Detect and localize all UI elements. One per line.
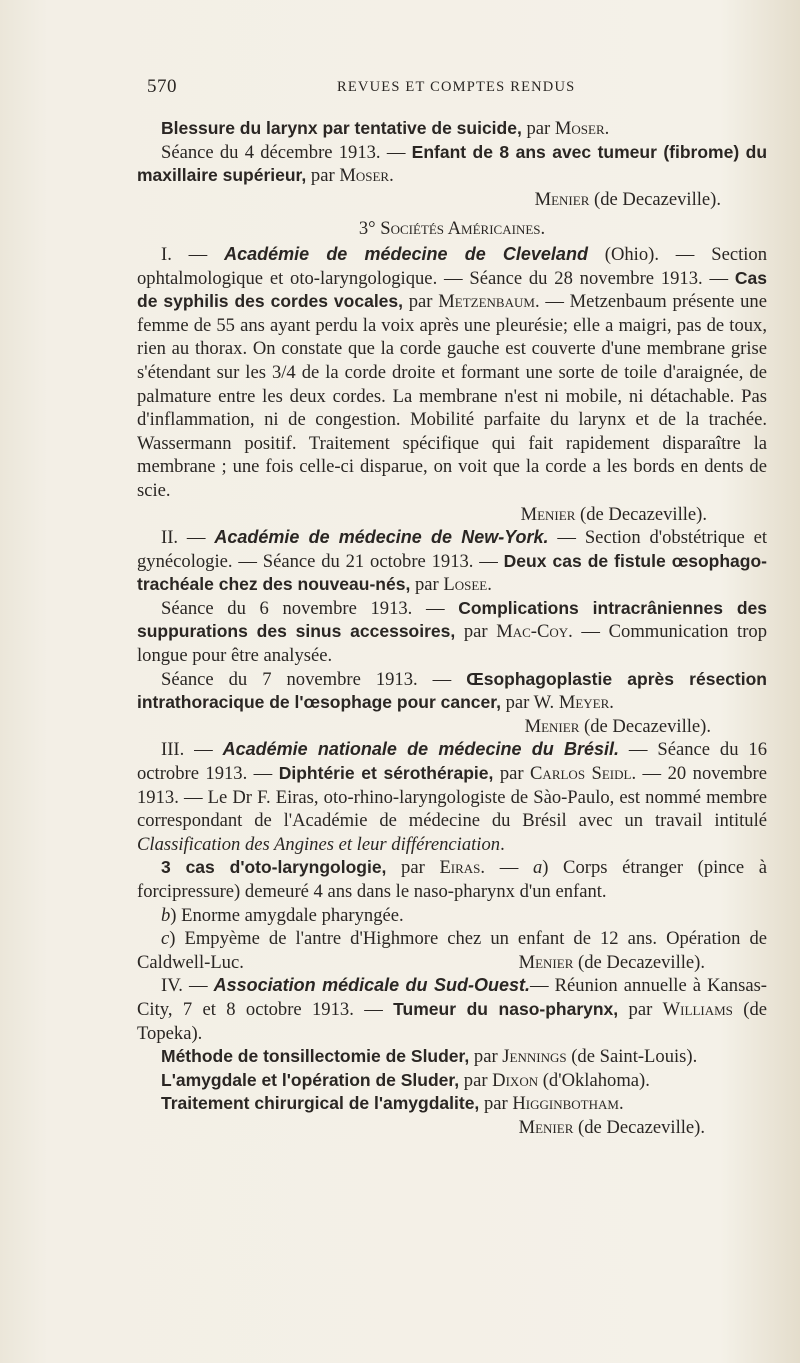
text: . (609, 692, 614, 714)
author: Eiras (439, 857, 481, 879)
author: Meyer (558, 692, 610, 714)
list-letter: c (161, 928, 170, 950)
entry-title: Deux cas de fistule œsophago-trachéale chez des nouveau-nés, (137, 550, 767, 595)
entry-oto-laryngologie (137, 856, 767, 903)
entry-title: Cas de syphilis des cordes vocales, (137, 267, 767, 312)
signature-name: Menier (520, 503, 576, 525)
entry-blessure-larynx (137, 117, 767, 141)
session-date: Séance du 6 novembre 1913. — (161, 597, 459, 619)
author: Williams (662, 998, 733, 1020)
text: . (500, 833, 505, 855)
entry-title: 3 cas d'oto-laryngologie, (161, 857, 387, 878)
text: par W. (500, 692, 559, 714)
entry-title: Complications intracrâniennes des suppurations des sinus accessoires, (137, 597, 767, 642)
text: (Ohio). — Section ophtalmologique et oto-laryngologique. — Séance du 28 novembre 1913. — (137, 243, 767, 289)
entry-cleveland (137, 243, 767, 503)
signature-place: (de Decazeville). (575, 503, 707, 525)
work-title: Classification des Angines et leur différenciation (137, 833, 501, 855)
text: . — 20 novembre 1913. — Le Dr F. Eiras, oto-rhino-laryngologiste de Sào-Paulo, est nommé membre correspondant de l'Académie de médecine du Brésil avec un travail intitulé (137, 763, 767, 832)
author: Losee (443, 574, 488, 596)
section-number: II. — (161, 527, 215, 549)
entry-amygdale-sluder (137, 1069, 767, 1093)
entry-bresil (137, 738, 767, 856)
entry-title: L'amygdale et l'opération de Sluder, (161, 1069, 460, 1090)
text: — Séance du 16 octrobre 1913. — (137, 739, 767, 785)
text: par (521, 118, 555, 139)
author: Jennings (502, 1046, 567, 1068)
signature (137, 503, 767, 527)
text: . (618, 1093, 624, 1115)
page-number: 570 (147, 76, 177, 97)
text: par (469, 1046, 503, 1068)
text: — Section d'obstétrique et gynécologie. — Séance du 21 octobre 1913. — (137, 527, 767, 572)
institution: Association médicale du Sud-Ouest. (213, 975, 530, 996)
section-number: I. — (161, 243, 225, 265)
signature (137, 715, 767, 739)
text: (d'Oklahoma). (538, 1069, 650, 1091)
running-title: REVUES ET COMPTES RENDUS (337, 79, 576, 95)
entry-new-york (137, 526, 767, 597)
text: par (479, 1093, 513, 1115)
text: par (386, 857, 440, 879)
institution: Académie nationale de médecine du Brésil. (222, 739, 619, 760)
session-date: Séance du 4 décembre 1913. — (161, 141, 412, 163)
text: . (604, 118, 610, 139)
author: Moser (339, 165, 390, 187)
section-heading: 3° Sociétés Américaines. (358, 218, 546, 240)
section-number: III. — (161, 739, 223, 761)
article-body (137, 117, 767, 1140)
institution: Académie de médecine de New-York. (214, 527, 549, 548)
text: . — (480, 857, 533, 879)
signature-name: Menier (534, 188, 590, 210)
text: . (389, 165, 394, 187)
signature-place: (de Decazeville). (589, 188, 721, 210)
signature-place: (de Decazeville). (573, 1116, 705, 1138)
author: Moser (554, 118, 605, 139)
section-number: IV. — (161, 975, 214, 997)
author: Mac-Coy (496, 621, 569, 643)
text: . (487, 574, 492, 596)
text: ) Corps étranger (pince à forcipressure) demeuré 4 ans dans le naso-pharynx d'un enfant. (137, 857, 767, 902)
signature (137, 188, 767, 212)
entry-title: Traitement chirurgical de l'amygdalite, (161, 1093, 480, 1114)
signature (137, 1116, 767, 1140)
text: par (306, 165, 340, 187)
author: Carlos Seidl (530, 763, 632, 785)
entry-amygdalite (137, 1092, 767, 1116)
text: par (459, 1069, 493, 1091)
entry-sluder-methode (137, 1045, 767, 1069)
text: (de Saint-Louis). (566, 1046, 698, 1068)
text: par (403, 291, 439, 313)
author: Metzenbaum (438, 291, 535, 313)
entry-enfant-tumeur (137, 141, 767, 188)
list-letter: b (161, 904, 171, 926)
author: Higginbotham (512, 1093, 619, 1115)
text: — Réunion annuelle à Kansas-City, 7 et 8 octobre 1913. — (137, 975, 767, 1020)
signature-name: Menier (518, 951, 574, 973)
signature-place: (de Decazeville). (579, 715, 711, 737)
entry-title: Diphtérie et sérothérapie, (278, 763, 494, 784)
entry-title: Blessure du larynx par tentative de suicide, (161, 118, 522, 138)
entry-title: Enfant de 8 ans avec tumeur (fibrome) du maxillaire supérieur, (137, 141, 768, 186)
entry-title: Méthode de tonsillectomie de Sluder, (161, 1046, 470, 1067)
author: Dixon (492, 1069, 539, 1091)
signature-name: Menier (524, 715, 580, 737)
entry-complications (137, 597, 767, 668)
text: ) Empyème de l'antre d'Highmore chez un enfant de 12 ans. Opération de Caldwell-Luc. (137, 928, 767, 973)
entry-title: Tumeur du naso-pharynx, (393, 998, 619, 1019)
entry-title: Œsophagoplastie après résection intrathoracique de l'œsophage pour cancer, (137, 668, 767, 713)
text: ) Enorme amygdale pharyngée. (170, 904, 404, 926)
text: par (455, 621, 497, 643)
list-item (137, 904, 767, 928)
entry-sud-ouest (137, 974, 767, 1045)
page-header (147, 76, 767, 98)
session-date: Séance du 7 novembre 1913. — (161, 668, 467, 690)
text: par (493, 763, 531, 785)
text: par (618, 998, 663, 1020)
entry-oesophagoplastie (137, 668, 767, 715)
text: par (410, 574, 444, 596)
text: (de Topeka). (137, 998, 768, 1044)
signature-place: (de Decazeville). (573, 951, 705, 973)
signature-name: Menier (518, 1116, 574, 1138)
text: . — Metzenbaum présente une femme de 55 ans ayant perdu la voix après une pleurésie; elle a maigri, pas de toux, rien au thorax. On constate que la corde gauche est couverte d'une membrane grise s'étendant sur les 3/4 de la corde droite et formant une sorte de toile d'araignée, de palmature entre les deux cordes. La membrane n'est ni mobile, ni détachable. Pas d'inflammation, ni de congestion. Mobilité parfaite du larynx et de la trachée. Wassermann positif. Traitement spécifique qui fait rapidement disparaître la membrane ; une fois celle-ci disparue, on voit que la corde a les bords en dents de scie. (137, 291, 767, 501)
text: . — Communication trop longue pour être analysée. (137, 621, 767, 667)
institution: Académie de médecine de Cleveland (224, 243, 588, 264)
list-letter: a (532, 857, 543, 879)
